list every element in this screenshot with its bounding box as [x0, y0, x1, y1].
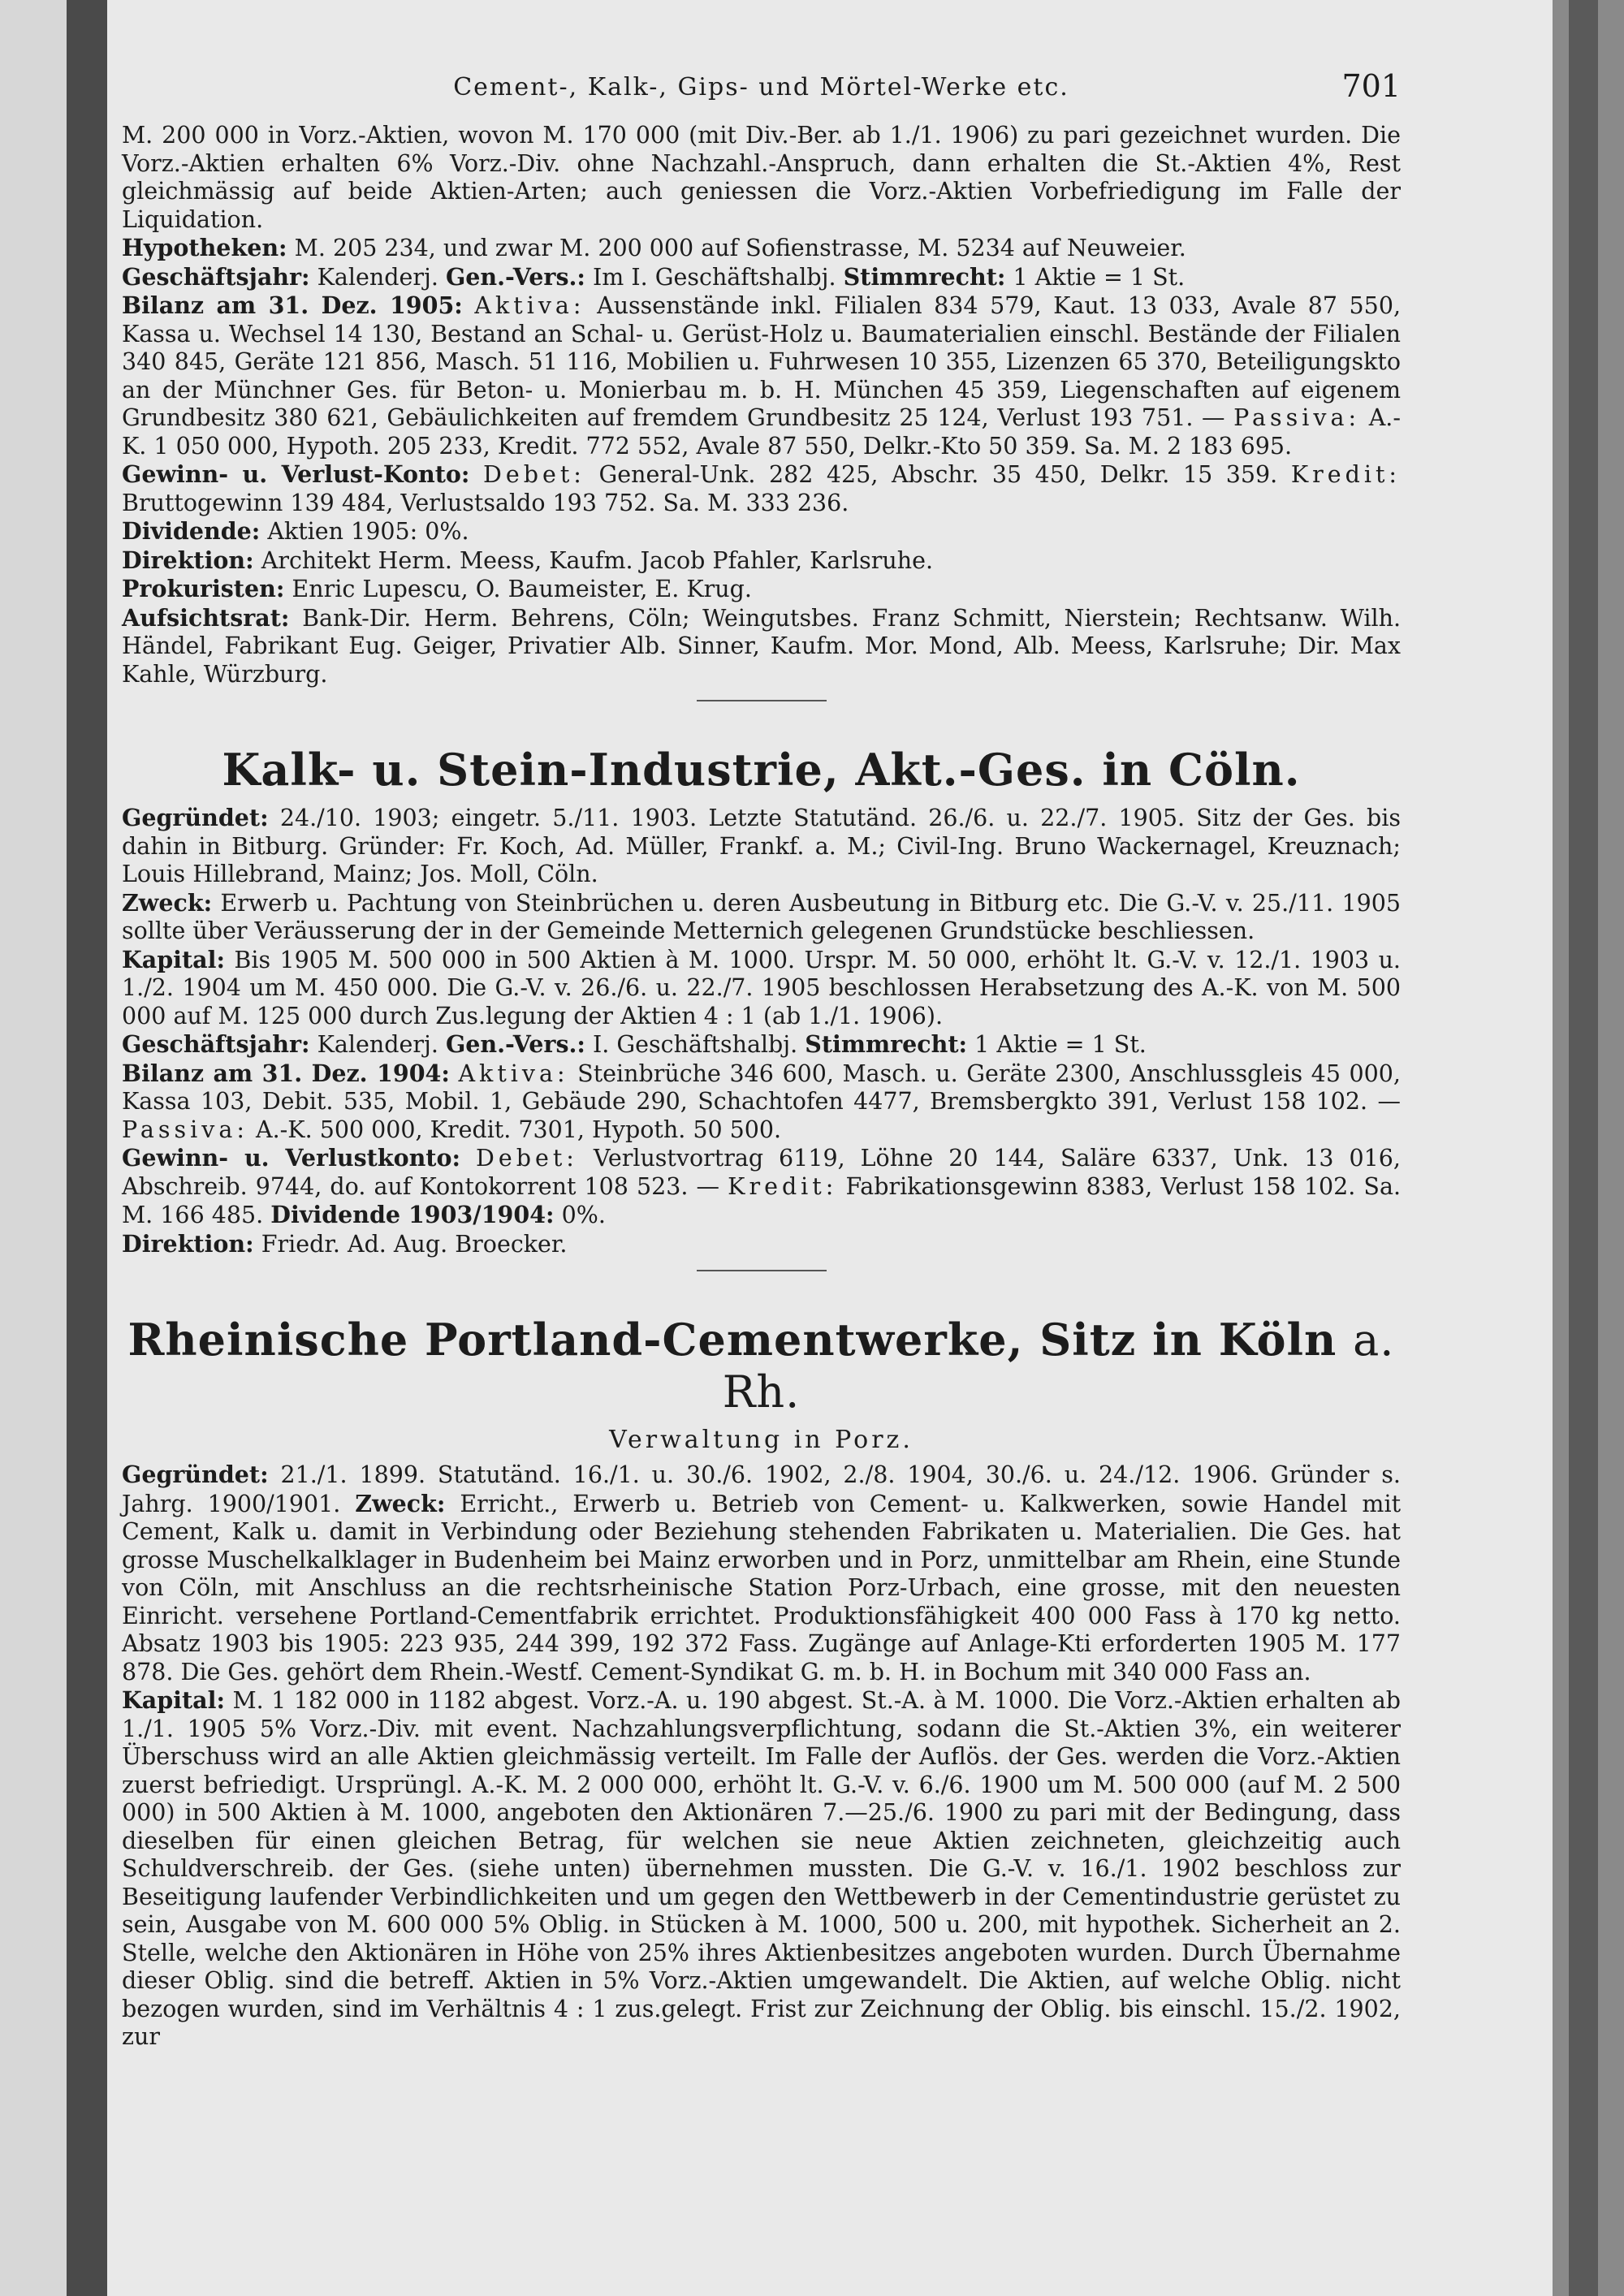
s2-direktion: Direktion: Friedr. Ad. Aug. Broecker. [122, 1229, 568, 1258]
s1-prokuristen: Prokuristen: Enric Lupescu, O. Baumeister, E. Krug. [122, 575, 752, 602]
section-divider [697, 1270, 827, 1271]
s1-aufsichtsrat: Aufsichtsrat: Bank-Dir. Herm. Behrens, Cöln; Weingutsbes. Franz Schmitt, Nierstein; Rechtsanw. Wilh. Händel, Fabrikant Eug. Geiger, Privatier Alb. Sinner, Kaufm. Mor. Mond, Alb. Meess, Karlsruhe; Dir. Max Kahle, Würzburg. [122, 603, 1402, 688]
s1-hypotheken: Hypotheken: M. 205 234, und zwar M. 200 000 auf Sofienstrasse, M. 5234 auf Neuweier. [122, 234, 1186, 261]
s1-gewinn-verlust: Gewinn- u. Verlust-Konto: Debet: General-Unk. 282 425, Abschr. 35 450, Delkr. 15 359. Kredit: Bruttogewinn 139 484, Verlustsaldo 193 752. Sa. M. 333 236. [122, 460, 1402, 516]
running-head-title: Cement-, Kalk-, Gips- und Mörtel-Werke etc. [453, 73, 1069, 101]
s3-subheading: Verwaltung in Porz. [609, 1426, 914, 1454]
s2-gewinn-verlust: Gewinn- u. Verlustkonto: Debet: Verlustvortrag 6119, Löhne 20 144, Saläre 6337, Unk. 13 016, Abschreib. 9744, do. auf Kontokorrent 108 523. — Kredit: Fabrikationsgewinn 8383, Verlust 158 102. Sa. M. 166 485. Dividende 1903/1904: 0%. [122, 1144, 1402, 1228]
s2-bilanz: Bilanz am 31. Dez. 1904: Aktiva: Steinbrüche 346 600, Masch. u. Geräte 2300, Anschlussgleis 45 000, Kassa 103, Debit. 535, Mobil. 1, Gebäude 290, Schachtofen 4477, Bremsbergkto 391, Verlust 158 102. — Passiva: A.-K. 500 000, Kredit. 7301, Hypoth. 50 500. [122, 1059, 1401, 1143]
s3-gegruendet: Gegründet: 21./1. 1899. Statutänd. 16./1. u. 30./6. 1902, 2./8. 1904, 30./6. u. 24./12. 1906. Gründer s. Jahrg. 1900/1901. Zweck: Erricht., Erwerb u. Betrieb von Cement- u. Kalkwerken, sowie Handel mit Cement, Kalk u. damit in Verbindung oder Beziehung stehenden Fabrikaten u. Materialien. Die Ges. hat grosse Muschelkalklager in Budenheim bei Mainz erworben und in Porz, unmittelbar am Rhein, eine Stunde von Cöln, mit Anschluss an die rechtsrheinische Station Porz-Urbach, eine grosse, mit den neuesten Einricht. versehene Portland-Cementfabrik errichtet. Produktionsfähigkeit 400 000 Fass à 170 kg netto. Absatz 1903 bis 1905: 223 935, 244 399, 192 372 Fass. Zugänge auf Anlage-Kti erforderten 1905 M. 177 878. Die Ges. gehört dem Rhein.-Westf. Cement-Syndikat G. m. b. H. in Bochum mit 340 000 Fass an. [122, 1461, 1402, 1685]
scan-margin-left [0, 0, 67, 2296]
s2-gegruendet: Gegründet: 24./10. 1903; eingetr. 5./11. 1903. Letzte Statutänd. 26./6. u. 22./7. 1905. Sitz der Ges. bis dahin in Bitburg. Gründer: Fr. Koch, Ad. Müller, Frankf. a. M.; Civil-Ing. Bruno Wackernagel, Kreuznach; Louis Hillebrand, Mainz; Jos. Moll, Cöln. [122, 804, 1401, 887]
s2-geschaeftsjahr: Geschäftsjahr: Kalenderj. Gen.-Vers.: I. Geschäftshalbj. Stimmrecht: 1 Aktie = 1 St. [122, 1030, 1147, 1058]
s1-bilanz: Bilanz am 31. Dez. 1905: Aktiva: Aussenstände inkl. Filialen 834 579, Kaut. 13 033, Avale 87 550, Kassa u. Wechsel 14 130, Bestand an Schal- u. Gerüst-Holz u. Baumaterialien einschl. Bestände der Filialen 340 845, Geräte 121 856, Masch. 51 116, Mobilien u. Fuhrwesen 10 355, Lizenzen 65 370, Beteiligungskto an der Münchner Ges. für Beton- u. Monierbau m. b. H. München 45 359, Liegenschaften auf eigenem Grundbesitz 380 621, Gebäulichkeiten auf fremdem Grundbesitz 25 124, Verlust 193 751. — Passiva: A.-K. 1 050 000, Hypoth. 205 233, Kredit. 772 552, Avale 87 550, Delkr.-Kto 50 359. Sa. M. 2 183 695. [122, 291, 1402, 460]
page-number: 701 [1341, 68, 1401, 104]
s1-intro: M. 200 000 in Vorz.-Aktien, wovon M. 170 000 (mit Div.-Ber. ab 1./1. 1906) zu pari gezeichnet wurden. Die Vorz.-Aktien erhalten 6% Vorz.-Div. ohne Nachzahl.-Anspruch, dann erhalten die St.-Aktien 4%, Rest gleichmässig auf beide Aktien-Arten; auch geniessen die Vorz.-Aktien Vorbefriedigung im Falle der Liquidation. [122, 122, 1401, 233]
s2-kapital: Kapital: Bis 1905 M. 500 000 in 500 Aktien à M. 1000. Urspr. M. 50 000, erhöht lt. G.-V. v. 12./1. 1903 u. 1./2. 1904 um M. 450 000. Die G.-V. v. 26./6. u. 22./7. 1905 beschlossen Herabsetzung des A.-K. von M. 500 000 auf M. 125 000 durch Zus.legung der Aktien 4 : 1 (ab 1./1. 1906). [122, 945, 1401, 1029]
s2-heading: Kalk- u. Stein-Industrie, Akt.-Ges. in Cöln. [222, 744, 1301, 796]
s2-zweck: Zweck: Erwerb u. Pachtung von Steinbrüchen u. deren Ausbeutung in Bitburg etc. Die G.-V. v. 25./11. 1905 sollte über Veräusserung der in der Gemeinde Metternich gelegenen Grundstücke beschliessen. [122, 888, 1401, 944]
s1-direktion: Direktion: Architekt Herm. Meess, Kaufm. Jacob Pfahler, Karlsruhe. [122, 546, 934, 574]
s3-heading: Rheinische Portland-Cementwerke, Sitz in Köln a. Rh. [127, 1314, 1395, 1418]
binding-shadow-right [1569, 0, 1598, 2296]
binding-shadow-left [67, 0, 107, 2296]
s3-kapital: Kapital: M. 1 182 000 in 1182 abgest. Vorz.-A. u. 190 abgest. St.-A. à M. 1000. Die Vorz.-Aktien erhalten ab 1./1. 1905 5% Vorz.-Div. mit event. Nachzahlungsverpflichtung, sodann die St.-Aktien 3%, ein weiterer Überschuss wird an alle Aktien gleichmässig verteilt. Im Falle der Auflös. der Ges. werden die Vorz.-Aktien zuerst befriedigt. Ursprüngl. A.-K. M. 2 000 000, erhöht lt. G.-V. v. 6./6. 1900 um M. 500 000 (auf M. 2 500 000) in 500 Aktien à M. 1000, angeboten den Aktionären 7.—25./6. 1900 zu pari mit der Bedingung, dass dieselben für einen gleichen Betrag, für welchen sie neue Aktien zeichneten, gleichzeitig auch Schuldverschreib. der Ges. (siehe unten) übernehmen mussten. Die G.-V. v. 16./1. 1902 beschloss zur Beseitigung laufender Verbindlichkeiten und um gegen den Wettbewerb in der Cementindustrie gerüstet zu sein, Ausgabe von M. 600 000 5% Oblig. in Stücken à M. 1000, 500 u. 200, mit hypothek. Sicherheit an 2. Stelle, welche den Aktionären in Höhe von 25% ihres Aktienbesitzes angeboten wurden. Durch Übernahme dieser Oblig. sind die betreff. Aktien in 5% Vorz.-Aktien umgewandelt. Die Aktien, auf welche Oblig. nicht bezogen wurden, sind im Verhältnis 4 : 1 zus.gelegt. Frist zur Zeichnung der Oblig. bis einschl. 15./2. 1902, zur [122, 1686, 1401, 2050]
book-page [122, 65, 1401, 2265]
running-head [122, 65, 1401, 122]
section-divider [697, 700, 827, 701]
s1-geschaeftsjahr: Geschäftsjahr: Kalenderj. Gen.-Vers.: Im I. Geschäftshalbj. Stimmrecht: 1 Aktie = 1 St. [122, 262, 1186, 291]
s1-dividende: Dividende: Aktien 1905: 0%. [122, 517, 469, 545]
